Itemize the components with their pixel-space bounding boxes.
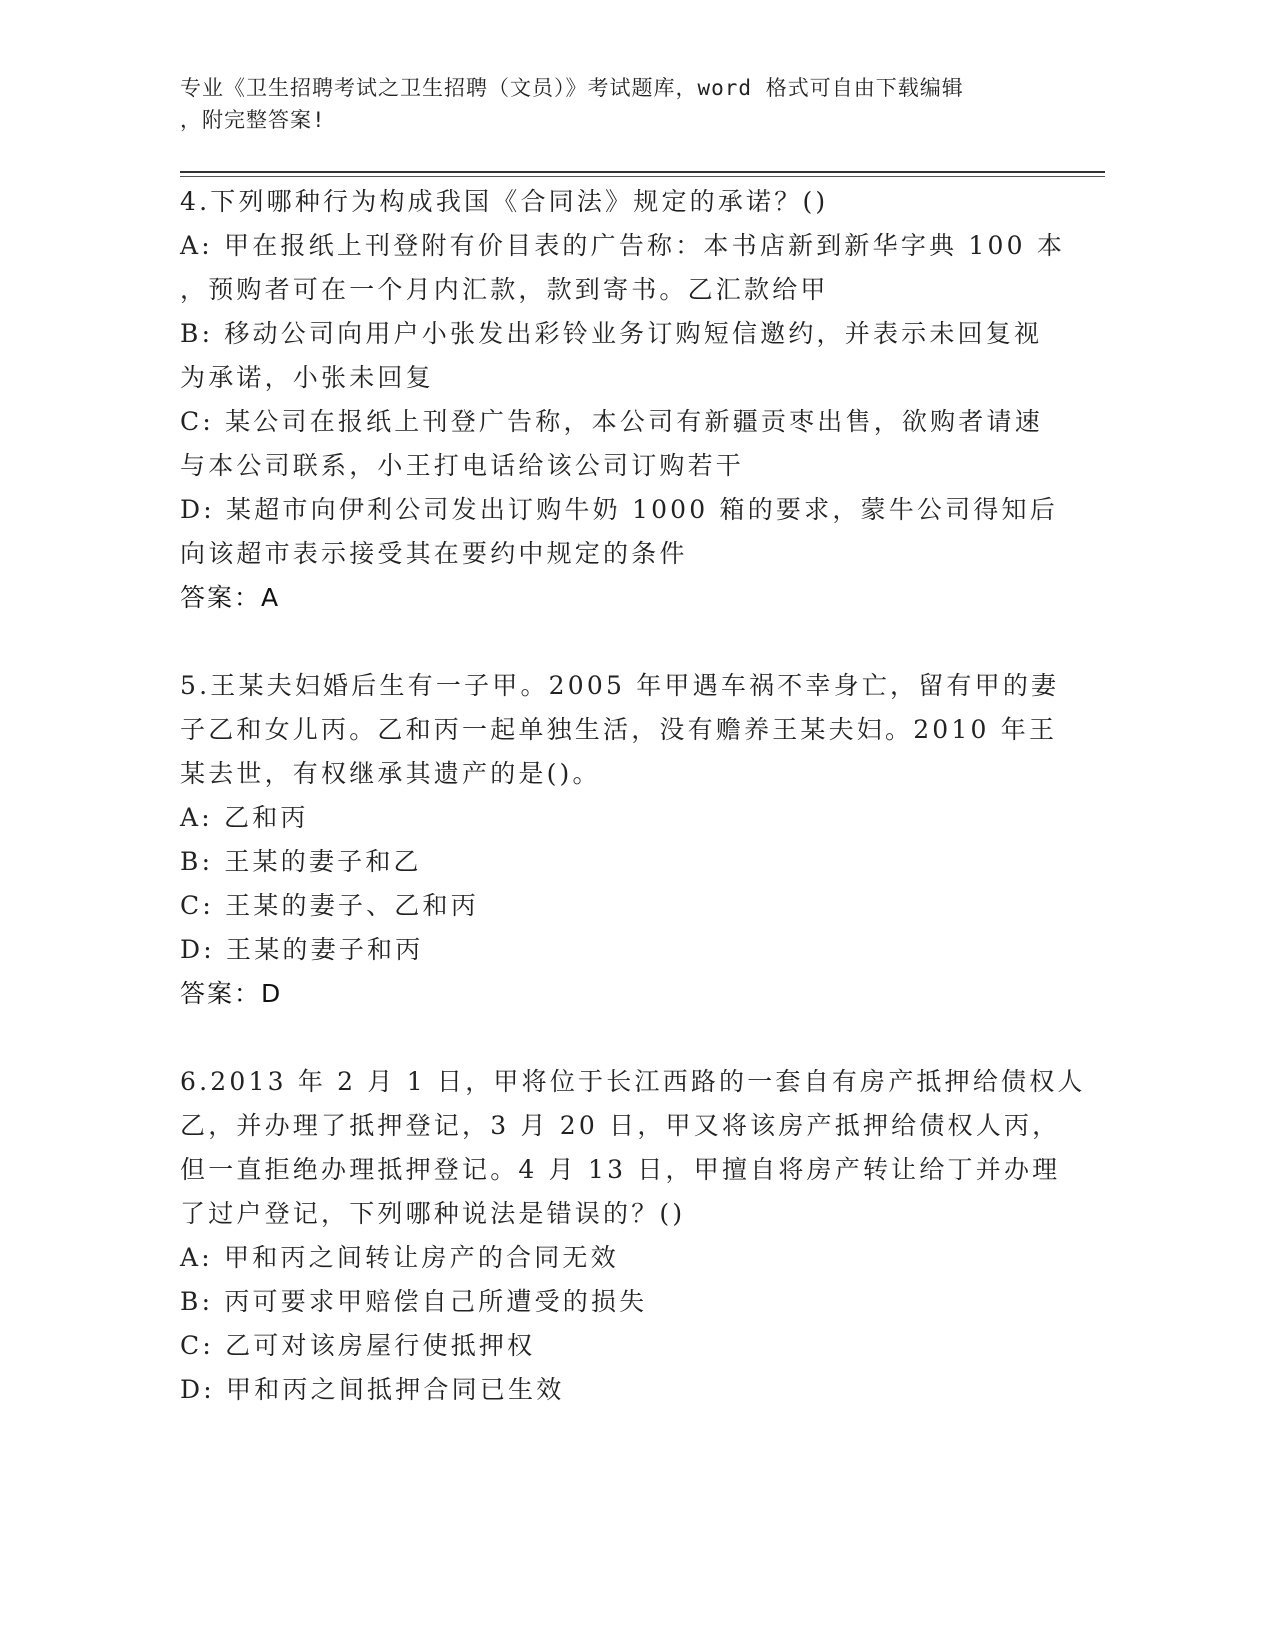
question-6 [180,1060,1086,1412]
question-5-answer: 答案：D [180,979,283,1008]
question-4-answer: 答案：A [180,583,281,612]
question-spacer [180,1016,1060,1060]
question-6-stem-line-2: 乙，并办理了抵押登记，3 月 20 日，甲又将该房产抵押给债权人丙， [180,1111,1061,1140]
option-b-line-1: B: 移动公司向用户小张发出彩铃业务订购短信邀约，并表示未回复视 [180,319,1043,348]
header-divider-thick [180,171,1105,173]
question-5-option-d: D: 王某的妻子和丙 [180,935,424,964]
question-6-option-d: D: 甲和丙之间抵押合同已生效 [180,1375,565,1404]
question-4 [180,180,1066,620]
option-b-line-2: 为承诺，小张未回复 [180,363,434,392]
header-line-2: ，附完整答案! [180,108,326,132]
question-spacer [180,620,1060,664]
option-d-line-2: 向该超市表示接受其在要约中规定的条件 [180,539,688,568]
option-c-line-2: 与本公司联系，小王打电话给该公司订购若干 [180,451,745,480]
question-6-option-c: C: 乙可对该房屋行使抵押权 [180,1331,536,1360]
question-6-option-a: A: 甲和丙之间转让房产的合同无效 [180,1243,619,1272]
question-5 [180,664,1060,1016]
option-a-line-2: ，预购者可在一个月内汇款，款到寄书。乙汇款给甲 [180,275,829,304]
document-header [180,72,1040,136]
question-5-stem-line-3: 某去世，有权继承其遗产的是()。 [180,759,601,788]
question-5-option-b: B: 王某的妻子和乙 [180,847,422,876]
header-divider-thin [180,176,1105,177]
header-line-1: 专业《卫生招聘考试之卫生招聘（文员）》考试题库，word 格式可自由下载编辑 [180,76,964,100]
question-6-stem-line-1: 6.2013 年 2 月 1 日，甲将位于长江西路的一套自有房产抵押给债权人 [180,1067,1086,1096]
option-a-line-1: A: 甲在报纸上刊登附有价目表的广告称：本书店新到新华字典 100 本 [180,231,1066,260]
question-5-option-c: C: 王某的妻子、乙和丙 [180,891,479,920]
question-4-option-a [180,224,1066,312]
question-4-stem-line-1: 4.下列哪种行为构成我国《合同法》规定的承诺？() [180,187,829,216]
question-4-option-c [180,400,1060,488]
question-6-stem-line-3: 但一直拒绝办理抵押登记。4 月 13 日，甲擅自将房产转让给丁并办理 [180,1155,1061,1184]
option-d-line-1: D: 某超市向伊利公司发出订购牛奶 1000 箱的要求，蒙牛公司得知后 [180,495,1058,524]
question-4-option-d [180,488,1060,576]
option-c-line-1: C: 某公司在报纸上刊登广告称，本公司有新疆贡枣出售，欲购者请速 [180,407,1043,436]
question-5-option-a: A: 乙和丙 [180,803,309,832]
question-list [180,180,1086,1412]
question-5-stem-line-2: 子乙和女儿丙。乙和丙一起单独生活，没有赡养王某夫妇。2010 年王 [180,715,1058,744]
question-4-option-b [180,312,1060,400]
question-5-stem-line-1: 5.王某夫妇婚后生有一子甲。2005 年甲遇车祸不幸身亡，留有甲的妻 [180,671,1060,700]
question-6-option-b: B: 丙可要求甲赔偿自己所遭受的损失 [180,1287,648,1316]
question-6-stem-line-4: 了过户登记，下列哪种说法是错误的？() [180,1199,686,1228]
